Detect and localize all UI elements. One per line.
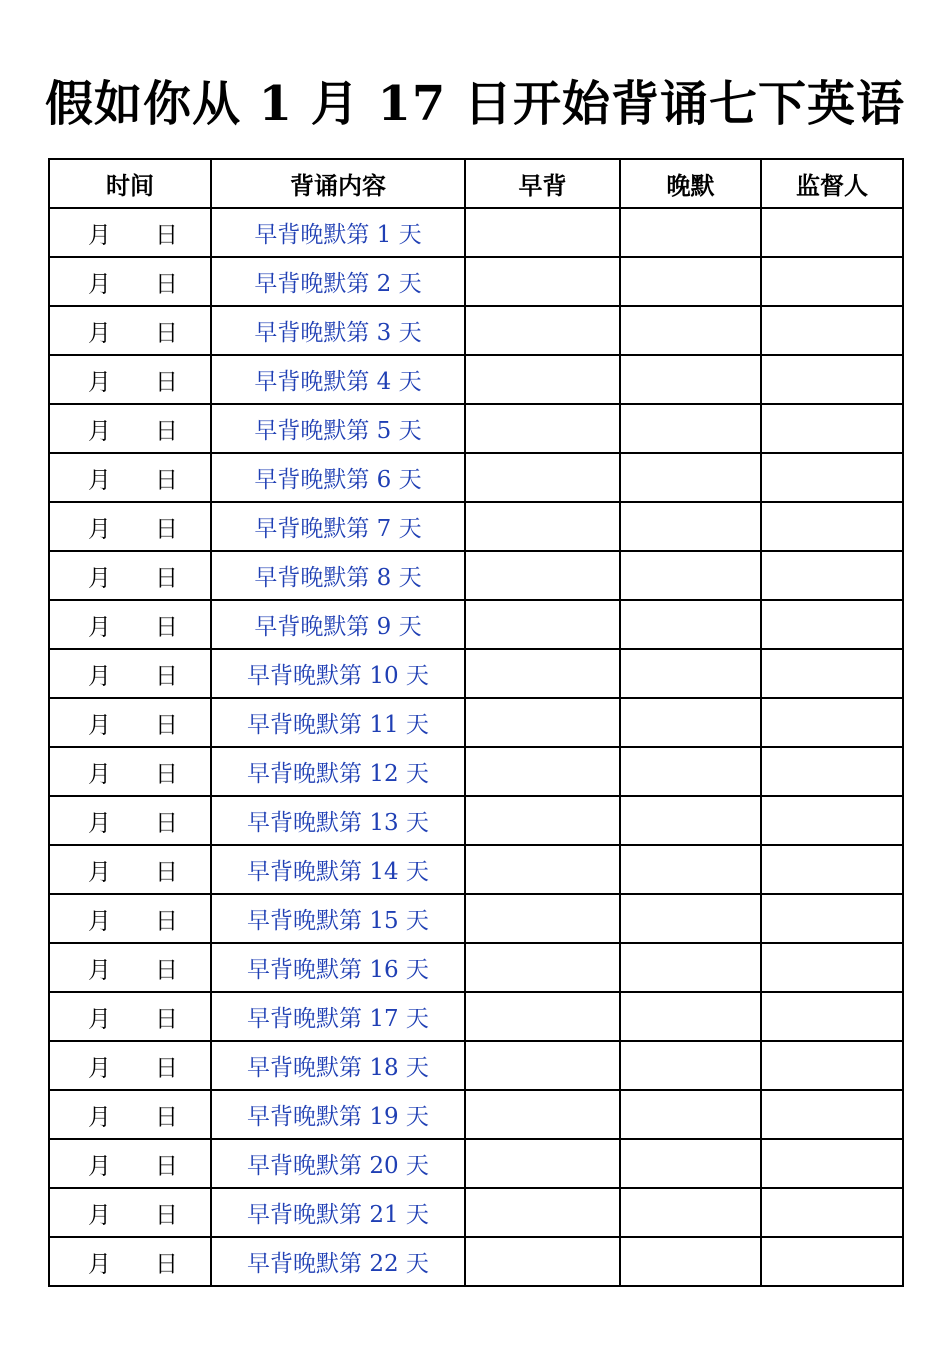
day-label: 日 — [155, 516, 178, 542]
month-label: 月 — [88, 712, 111, 738]
evening-check-cell[interactable] — [620, 1139, 761, 1188]
supervisor-cell[interactable] — [761, 894, 903, 943]
date-cell[interactable] — [49, 796, 211, 845]
content-cell: 早背晚默第 20 天 — [211, 1139, 465, 1188]
morning-check-cell[interactable] — [465, 845, 620, 894]
evening-check-cell[interactable] — [620, 502, 761, 551]
supervisor-cell[interactable] — [761, 257, 903, 306]
date-cell[interactable] — [49, 894, 211, 943]
day-label: 日 — [155, 1202, 178, 1228]
date-cell[interactable] — [49, 355, 211, 404]
page-title: 假如你从 1 月 17 日开始背诵七下英语 — [44, 76, 906, 132]
content-cell: 早背晚默第 16 天 — [211, 943, 465, 992]
content-cell: 早背晚默第 3 天 — [211, 306, 465, 355]
evening-check-cell[interactable] — [620, 649, 761, 698]
supervisor-cell[interactable] — [761, 502, 903, 551]
table-row — [49, 257, 903, 306]
month-label: 月 — [88, 908, 111, 934]
content-cell: 早背晚默第 6 天 — [211, 453, 465, 502]
month-label: 月 — [88, 565, 111, 591]
month-label: 月 — [88, 1104, 111, 1130]
morning-check-cell[interactable] — [465, 894, 620, 943]
month-label: 月 — [88, 810, 111, 836]
day-label: 日 — [155, 957, 178, 983]
supervisor-cell[interactable] — [761, 600, 903, 649]
month-label: 月 — [88, 222, 111, 248]
month-label: 月 — [88, 1202, 111, 1228]
morning-check-cell[interactable] — [465, 208, 620, 257]
month-label: 月 — [88, 271, 111, 297]
content-cell: 早背晚默第 21 天 — [211, 1188, 465, 1237]
month-label: 月 — [88, 418, 111, 444]
month-label: 月 — [88, 761, 111, 787]
month-label: 月 — [88, 1153, 111, 1179]
evening-check-cell[interactable] — [620, 551, 761, 600]
morning-check-cell[interactable] — [465, 698, 620, 747]
content-cell: 早背晚默第 12 天 — [211, 747, 465, 796]
morning-check-cell[interactable] — [465, 747, 620, 796]
morning-check-cell[interactable] — [465, 1188, 620, 1237]
supervisor-cell[interactable] — [761, 1041, 903, 1090]
day-label: 日 — [155, 1055, 178, 1081]
evening-check-cell[interactable] — [620, 208, 761, 257]
day-label: 日 — [155, 369, 178, 395]
date-cell[interactable] — [49, 1041, 211, 1090]
morning-check-cell[interactable] — [465, 649, 620, 698]
date-cell[interactable] — [49, 992, 211, 1041]
content-cell: 早背晚默第 18 天 — [211, 1041, 465, 1090]
supervisor-cell[interactable] — [761, 943, 903, 992]
header-row — [49, 159, 903, 208]
supervisor-cell[interactable] — [761, 1237, 903, 1286]
evening-check-cell[interactable] — [620, 894, 761, 943]
date-cell[interactable] — [49, 649, 211, 698]
morning-check-cell[interactable] — [465, 355, 620, 404]
morning-check-cell[interactable] — [465, 404, 620, 453]
content-cell: 早背晚默第 22 天 — [211, 1237, 465, 1286]
date-cell[interactable] — [49, 306, 211, 355]
day-label: 日 — [155, 1006, 178, 1032]
date-cell[interactable] — [49, 698, 211, 747]
table-row — [49, 1090, 903, 1139]
evening-check-cell[interactable] — [620, 257, 761, 306]
content-cell: 早背晚默第 15 天 — [211, 894, 465, 943]
date-cell[interactable] — [49, 257, 211, 306]
day-label: 日 — [155, 418, 178, 444]
table-row — [49, 502, 903, 551]
table-row — [49, 208, 903, 257]
content-cell: 早背晚默第 5 天 — [211, 404, 465, 453]
content-cell: 早背晚默第 14 天 — [211, 845, 465, 894]
day-label: 日 — [155, 467, 178, 493]
morning-check-cell[interactable] — [465, 551, 620, 600]
morning-check-cell[interactable] — [465, 992, 620, 1041]
header-morning: 早背 — [465, 159, 620, 208]
month-label: 月 — [88, 614, 111, 640]
month-label: 月 — [88, 1006, 111, 1032]
month-label: 月 — [88, 516, 111, 542]
day-label: 日 — [155, 222, 178, 248]
evening-check-cell[interactable] — [620, 845, 761, 894]
table-row — [49, 1139, 903, 1188]
content-cell: 早背晚默第 11 天 — [211, 698, 465, 747]
month-label: 月 — [88, 957, 111, 983]
table-row — [49, 894, 903, 943]
table-row — [49, 943, 903, 992]
supervisor-cell[interactable] — [761, 1139, 903, 1188]
supervisor-cell[interactable] — [761, 208, 903, 257]
day-label: 日 — [155, 810, 178, 836]
day-label: 日 — [155, 614, 178, 640]
date-cell[interactable] — [49, 845, 211, 894]
morning-check-cell[interactable] — [465, 257, 620, 306]
date-cell[interactable] — [49, 1188, 211, 1237]
table-row — [49, 1237, 903, 1286]
day-label: 日 — [155, 859, 178, 885]
table-row — [49, 306, 903, 355]
evening-check-cell[interactable] — [620, 453, 761, 502]
supervisor-cell[interactable] — [761, 992, 903, 1041]
evening-check-cell[interactable] — [620, 1188, 761, 1237]
header-evening: 晚默 — [620, 159, 761, 208]
table-row — [49, 992, 903, 1041]
header-supervisor: 监督人 — [761, 159, 903, 208]
date-cell[interactable] — [49, 404, 211, 453]
supervisor-cell[interactable] — [761, 796, 903, 845]
morning-check-cell[interactable] — [465, 943, 620, 992]
content-cell: 早背晚默第 19 天 — [211, 1090, 465, 1139]
date-cell[interactable] — [49, 600, 211, 649]
header-content: 背诵内容 — [211, 159, 465, 208]
content-cell: 早背晚默第 9 天 — [211, 600, 465, 649]
evening-check-cell[interactable] — [620, 600, 761, 649]
month-label: 月 — [88, 859, 111, 885]
table-row — [49, 649, 903, 698]
evening-check-cell[interactable] — [620, 355, 761, 404]
month-label: 月 — [88, 1251, 111, 1277]
date-cell[interactable] — [49, 1139, 211, 1188]
month-label: 月 — [88, 369, 111, 395]
recitation-table — [48, 158, 904, 1287]
month-label: 月 — [88, 663, 111, 689]
content-cell: 早背晚默第 4 天 — [211, 355, 465, 404]
table-row — [49, 600, 903, 649]
evening-check-cell[interactable] — [620, 943, 761, 992]
content-cell: 早背晚默第 1 天 — [211, 208, 465, 257]
table-body — [49, 208, 903, 1286]
evening-check-cell[interactable] — [620, 1237, 761, 1286]
content-cell: 早背晚默第 10 天 — [211, 649, 465, 698]
supervisor-cell[interactable] — [761, 355, 903, 404]
morning-check-cell[interactable] — [465, 796, 620, 845]
day-label: 日 — [155, 565, 178, 591]
day-label: 日 — [155, 271, 178, 297]
supervisor-cell[interactable] — [761, 551, 903, 600]
date-cell[interactable] — [49, 747, 211, 796]
date-cell[interactable] — [49, 943, 211, 992]
day-label: 日 — [155, 1251, 178, 1277]
content-cell: 早背晚默第 17 天 — [211, 992, 465, 1041]
day-label: 日 — [155, 320, 178, 346]
evening-check-cell[interactable] — [620, 306, 761, 355]
header-time: 时间 — [49, 159, 211, 208]
morning-check-cell[interactable] — [465, 1041, 620, 1090]
evening-check-cell[interactable] — [620, 796, 761, 845]
morning-check-cell[interactable] — [465, 306, 620, 355]
month-label: 月 — [88, 467, 111, 493]
supervisor-cell[interactable] — [761, 453, 903, 502]
evening-check-cell[interactable] — [620, 404, 761, 453]
content-cell: 早背晚默第 8 天 — [211, 551, 465, 600]
evening-check-cell[interactable] — [620, 992, 761, 1041]
evening-check-cell[interactable] — [620, 747, 761, 796]
morning-check-cell[interactable] — [465, 600, 620, 649]
supervisor-cell[interactable] — [761, 649, 903, 698]
table-row — [49, 796, 903, 845]
table-row — [49, 747, 903, 796]
table-row — [49, 1041, 903, 1090]
month-label: 月 — [88, 1055, 111, 1081]
date-cell[interactable] — [49, 551, 211, 600]
morning-check-cell[interactable] — [465, 1139, 620, 1188]
day-label: 日 — [155, 663, 178, 689]
table-row — [49, 845, 903, 894]
day-label: 日 — [155, 1104, 178, 1130]
supervisor-cell[interactable] — [761, 747, 903, 796]
supervisor-cell[interactable] — [761, 698, 903, 747]
morning-check-cell[interactable] — [465, 1237, 620, 1286]
day-label: 日 — [155, 761, 178, 787]
table-row — [49, 551, 903, 600]
date-cell[interactable] — [49, 208, 211, 257]
content-cell: 早背晚默第 13 天 — [211, 796, 465, 845]
supervisor-cell[interactable] — [761, 1188, 903, 1237]
evening-check-cell[interactable] — [620, 698, 761, 747]
date-cell[interactable] — [49, 1237, 211, 1286]
morning-check-cell[interactable] — [465, 1090, 620, 1139]
supervisor-cell[interactable] — [761, 404, 903, 453]
supervisor-cell[interactable] — [761, 1090, 903, 1139]
content-cell: 早背晚默第 2 天 — [211, 257, 465, 306]
table-row — [49, 355, 903, 404]
morning-check-cell[interactable] — [465, 453, 620, 502]
day-label: 日 — [155, 908, 178, 934]
supervisor-cell[interactable] — [761, 306, 903, 355]
content-cell: 早背晚默第 7 天 — [211, 502, 465, 551]
date-cell[interactable] — [49, 502, 211, 551]
evening-check-cell[interactable] — [620, 1090, 761, 1139]
day-label: 日 — [155, 712, 178, 738]
table-row — [49, 1188, 903, 1237]
table-row — [49, 698, 903, 747]
date-cell[interactable] — [49, 453, 211, 502]
morning-check-cell[interactable] — [465, 502, 620, 551]
table-row — [49, 453, 903, 502]
month-label: 月 — [88, 320, 111, 346]
supervisor-cell[interactable] — [761, 845, 903, 894]
table-row — [49, 404, 903, 453]
date-cell[interactable] — [49, 1090, 211, 1139]
day-label: 日 — [155, 1153, 178, 1179]
evening-check-cell[interactable] — [620, 1041, 761, 1090]
